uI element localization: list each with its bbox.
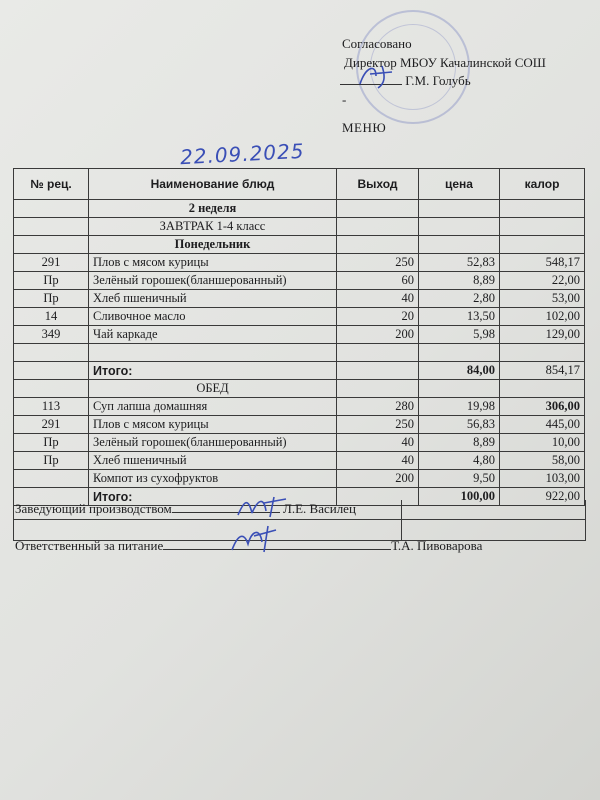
- row-rec: Пр: [14, 290, 89, 308]
- row-output: 60: [337, 272, 419, 290]
- manager-label: Заведующий производством: [15, 501, 172, 516]
- breakfast-title: ЗАВТРАК 1-4 класс: [89, 218, 337, 236]
- row-kcal: 53,00: [500, 290, 585, 308]
- menu-title: МЕНЮ: [342, 120, 387, 135]
- header-output: Выход: [337, 169, 419, 200]
- row-dish: Сливочное масло: [89, 308, 337, 326]
- table-row: [14, 290, 585, 308]
- row-dish: Чай каркаде: [89, 326, 337, 344]
- row-dish: Хлеб пшеничный: [89, 290, 337, 308]
- row-dish: Компот из сухофруктов: [89, 470, 337, 488]
- row-output: 40: [337, 452, 419, 470]
- manager-name: Л.Е. Василец: [283, 501, 356, 516]
- row-price: 5,98: [419, 326, 500, 344]
- table-row: [14, 326, 585, 344]
- header-name: Наименование блюд: [89, 169, 337, 200]
- row-price: 2,80: [419, 290, 500, 308]
- handwritten-date: 22.09.2025: [179, 138, 306, 170]
- responsible-label: Ответственный за питание: [15, 538, 164, 553]
- lunch-total-price: 100,00: [419, 488, 500, 506]
- row-dish: Зелёный горошек(бланшерованный): [89, 272, 337, 290]
- row-output: 40: [337, 434, 419, 452]
- row-rec: 291: [14, 416, 89, 434]
- row-kcal: 58,00: [500, 452, 585, 470]
- table-row: [14, 470, 585, 488]
- row-rec: 113: [14, 398, 89, 416]
- row-rec: Пр: [14, 452, 89, 470]
- table-row: [14, 254, 585, 272]
- row-kcal: 306,00: [500, 398, 585, 416]
- table-row: [14, 398, 585, 416]
- row-kcal: 102,00: [500, 308, 585, 326]
- empty-row: [14, 344, 585, 362]
- table-row: [14, 434, 585, 452]
- table-row: [14, 272, 585, 290]
- day-label: Понедельник: [89, 236, 337, 254]
- row-kcal: 103,00: [500, 470, 585, 488]
- row-price: 52,83: [419, 254, 500, 272]
- row-dish: Плов с мясом курицы: [89, 254, 337, 272]
- header-rec: № рец.: [14, 169, 89, 200]
- row-price: 19,98: [419, 398, 500, 416]
- header-price: цена: [419, 169, 500, 200]
- table-header-row: [14, 169, 585, 200]
- lunch-total-label: Итого:: [89, 488, 337, 506]
- approval-dash: -: [342, 92, 347, 107]
- row-dish: Зелёный горошек(бланшерованный): [89, 434, 337, 452]
- row-price: 13,50: [419, 308, 500, 326]
- row-output: 250: [337, 254, 419, 272]
- breakfast-total-kcal: 854,17: [500, 362, 585, 380]
- row-output: 40: [337, 290, 419, 308]
- row-output: 200: [337, 326, 419, 344]
- responsible-name: Т.А. Пивоварова: [391, 538, 483, 553]
- breakfast-title-row: [14, 218, 585, 236]
- row-kcal: 129,00: [500, 326, 585, 344]
- breakfast-total-row: [14, 362, 585, 380]
- lunch-title: ОБЕД: [89, 380, 337, 398]
- lunch-total-kcal: 922,00: [500, 488, 585, 506]
- menu-table: [13, 168, 585, 506]
- row-price: 8,89: [419, 272, 500, 290]
- row-kcal: 445,00: [500, 416, 585, 434]
- row-output: 250: [337, 416, 419, 434]
- row-rec: 14: [14, 308, 89, 326]
- week-row: [14, 200, 585, 218]
- day-row: [14, 236, 585, 254]
- row-dish: Хлеб пшеничный: [89, 452, 337, 470]
- row-dish: Плов с мясом курицы: [89, 416, 337, 434]
- row-dish: Суп лапша домашняя: [89, 398, 337, 416]
- approval-agreed: Согласовано: [342, 36, 412, 51]
- breakfast-total-label: Итого:: [89, 362, 337, 380]
- approval-director: Директор МБОУ Качалинской СОШ: [344, 55, 546, 70]
- row-kcal: 548,17: [500, 254, 585, 272]
- row-rec: 349: [14, 326, 89, 344]
- row-output: 280: [337, 398, 419, 416]
- row-kcal: 10,00: [500, 434, 585, 452]
- table-row: [14, 416, 585, 434]
- header-kcal: калор: [500, 169, 585, 200]
- row-output: 20: [337, 308, 419, 326]
- week-label: 2 неделя: [89, 200, 337, 218]
- director-name: Г.М. Голубь: [405, 73, 471, 88]
- row-rec: Пр: [14, 272, 89, 290]
- row-kcal: 22,00: [500, 272, 585, 290]
- row-price: 8,89: [419, 434, 500, 452]
- row-rec: [14, 470, 89, 488]
- row-rec: 291: [14, 254, 89, 272]
- table-row: [14, 308, 585, 326]
- row-output: 200: [337, 470, 419, 488]
- lunch-title-row: [14, 380, 585, 398]
- row-price: 4,80: [419, 452, 500, 470]
- breakfast-total-price: 84,00: [419, 362, 500, 380]
- row-price: 56,83: [419, 416, 500, 434]
- row-rec: Пр: [14, 434, 89, 452]
- row-price: 9,50: [419, 470, 500, 488]
- table-row: [14, 452, 585, 470]
- manager-line: [15, 500, 356, 517]
